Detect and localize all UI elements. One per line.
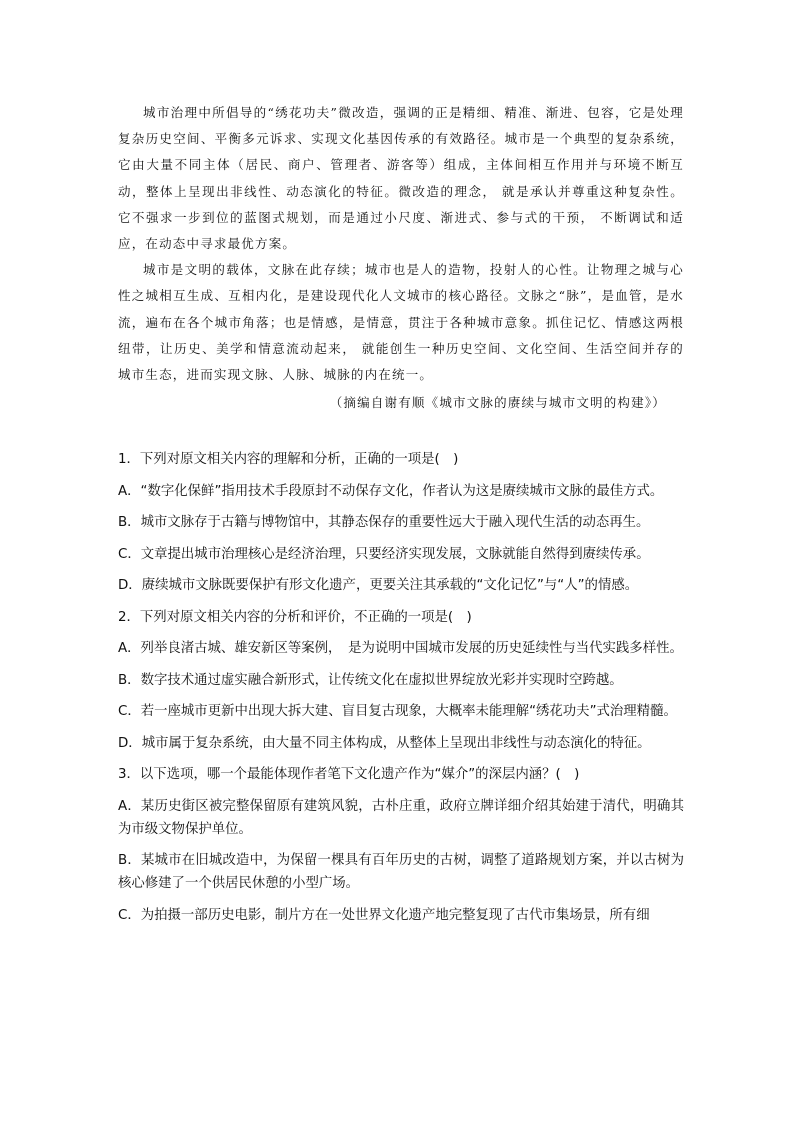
question-1-option-d: D．赓续城市文脉既要保护有形文化遗产，更要关注其承载的“文化记忆”与“人”的情感。	[118, 578, 639, 593]
question-3-option-c: C．为拍摄一部历史电影，制片方在一处世界文化遗产地完整复现了古代市集场景，所有细	[118, 907, 650, 923]
question-1-option-a: A．“数字化保鲜”指用技术手段原封不动保存文化，作者认为这是赓续城市文脉的最佳方式。	[118, 483, 664, 499]
passage-source: （摘编自谢有顺《城市文脉的赓续与城市文明的构建》）	[329, 395, 666, 411]
passage-paragraph-2: 城市是文明的载体，文脉在此存续；城市也是人的造物，投射人的心性。让物理之城与心性之城相互生成、互相内化，是建设现代化人文城市的核心路径。文脉之“脉”，是血管，是水流，遍布在各个城市角落；也是情感，是情意，贯注于各种城市意象。抓住记忆、情感这两根纽带，让历史、美学和情意流动起来， 就能创生一种历史空间、文化空间、生活空间并存的城市生态，进而实现文脉、人脉、城脉的内在统一。	[118, 262, 684, 383]
question-3-option-a: A．某历史街区被完整保留原有建筑风貌，古朴庄重，政府立牌详细介绍其始建于清代，明确其为市级文物保护单位。	[118, 798, 684, 837]
question-3-stem: 3．以下选项，哪一个最能体现作者笔下文化遗产作为“媒介”的深层内涵？( )	[118, 767, 580, 782]
question-3-option-b: B．某城市在旧城改造中，为保留一棵具有百年历史的古树，调整了道路规划方案，并以古树为核心修建了一个供居民休憩的小型广场。	[118, 853, 684, 891]
question-1-option-b: B．城市文脉存于古籍与博物馆中，其静态保存的重要性远大于融入现代生活的动态再生。	[118, 515, 650, 530]
question-2-option-a: A．列举良渚古城、雄安新区等案例， 是为说明中国城市发展的历史延续性与当代实践多样性。	[118, 641, 683, 656]
reading-passage	[118, 100, 684, 416]
question-2-stem: 2．下列对原文相关内容的分析和评价，不正确的一项是( )	[118, 609, 472, 625]
passage-paragraph-1: 城市治理中所倡导的“绣花功夫”微改造，强调的正是精细、精准、渐进、包容，它是处理复杂历史空间、平衡多元诉求、实现文化基因传承的有效路径。城市是一个典型的复杂系统，它由大量不同主体（居民、商户、管理者、游客等）组成，主体间相互作用并与环境不断互动，整体上呈现出非线性、动态演化的特征。微改造的理念， 就是承认并尊重这种复杂性。它不强求一步到位的蓝图式规划，而是通过小尺度、渐进式、参与式的干预， 不断调试和适应，在动态中寻求最优方案。	[118, 105, 684, 252]
question-2-option-d: D．城市属于复杂系统，由大量不同主体构成，从整体上呈现出非线性与动态演化的特征。	[118, 735, 651, 751]
question-section	[118, 448, 684, 935]
question-2-option-b: B．数字技术通过虚实融合新形式，让传统文化在虚拟世界绽放光彩并实现时空跨越。	[118, 672, 623, 688]
question-1-option-c: C．文章提出城市治理核心是经济治理，只要经济实现发展，文脉就能自然得到赓续传承。	[118, 546, 650, 562]
question-1-stem: 1．下列对原文相关内容的理解和分析，正确的一项是( )	[118, 452, 459, 467]
question-2-option-c: C．若一座城市更新中出现大拆大建、盲目复古现象，大概率未能理解“绣花功夫”式治理精髓。	[118, 704, 677, 719]
